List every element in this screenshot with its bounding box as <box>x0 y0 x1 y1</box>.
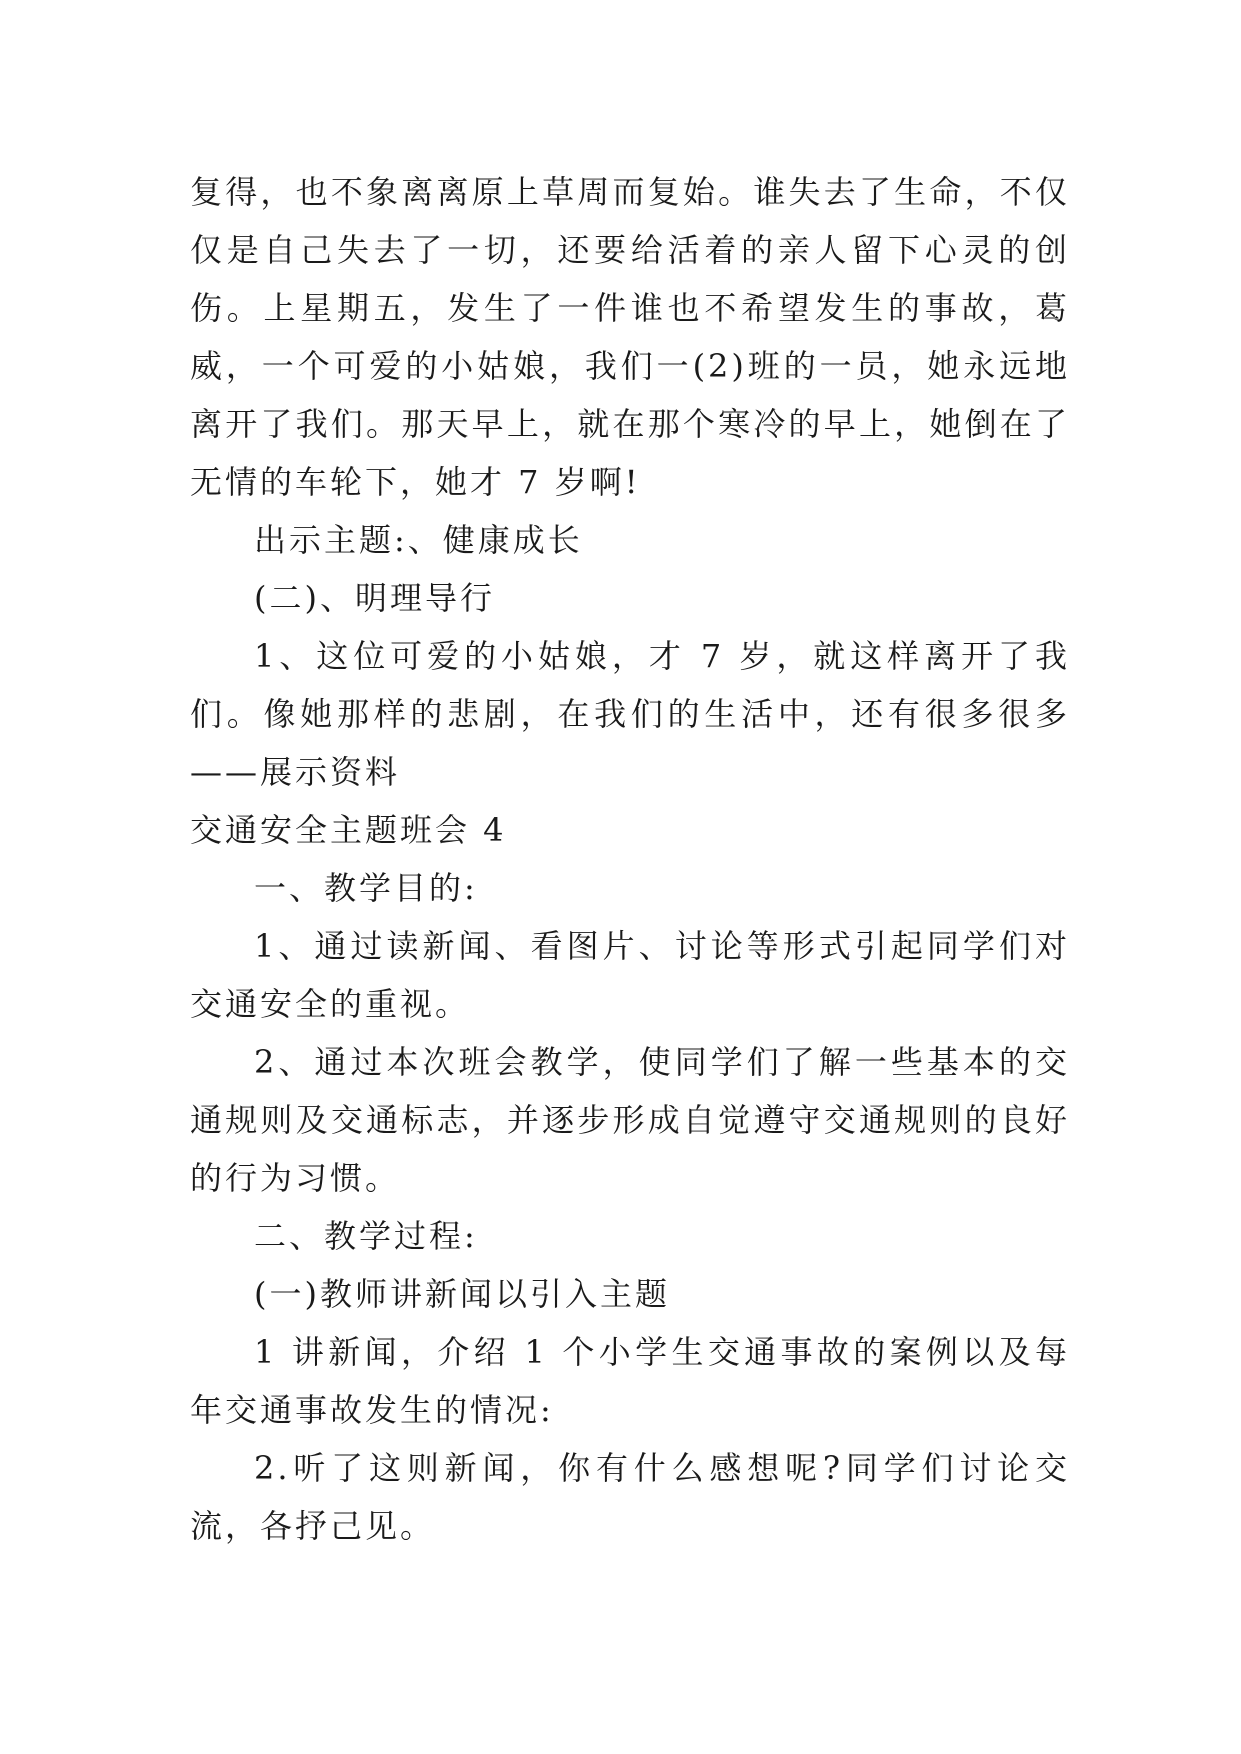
paragraph-goal-1: 1、通过读新闻、看图片、讨论等形式引起同学们对交通安全的重视。 <box>190 927 1070 1023</box>
paragraph-continuation: 复得，也不象离离原上草周而复始。谁失去了生命，不仅仅是自己失去了一切，还要给活着的亲人留下心灵的创伤。上星期五，发生了一件谁也不希望发生的事故，葛威，一个可爱的小姑娘，我们一(2)班的一员，她永远地离开了我们。那天早上，就在那个寒冷的早上，她倒在了无情的车轮下，她才 7 岁啊! <box>190 173 1070 501</box>
subsection-heading-news-intro: (一)教师讲新闻以引入主题 <box>254 1275 670 1313</box>
section-heading-teaching-goals: 一、教学目的: <box>254 869 478 907</box>
document-body <box>190 163 1070 1555</box>
paragraph-show-theme: 出示主题:、健康成长 <box>254 521 583 559</box>
paragraph-tragedy-examples: 1、这位可爱的小姑娘，才 7 岁，就这样离开了我们。像她那样的悲剧，在我们的生活中，还有很多很多——展示资料 <box>190 637 1070 791</box>
paragraph-step-2-discussion: 2.听了这则新闻，你有什么感想呢?同学们讨论交流，各抒己见。 <box>190 1449 1070 1545</box>
document-title-class-meeting-4: 交通安全主题班会 4 <box>190 811 507 849</box>
paragraph-goal-2: 2、通过本次班会教学，使同学们了解一些基本的交通规则及交通标志，并逐步形成自觉遵守交通规则的良好的行为习惯。 <box>190 1043 1070 1197</box>
section-heading-teaching-process: 二、教学过程: <box>254 1217 478 1255</box>
paragraph-step-1-news: 1 讲新闻，介绍 1 个小学生交通事故的案例以及每年交通事故发生的情况: <box>190 1333 1070 1429</box>
section-heading-understand: (二)、明理导行 <box>254 579 495 617</box>
